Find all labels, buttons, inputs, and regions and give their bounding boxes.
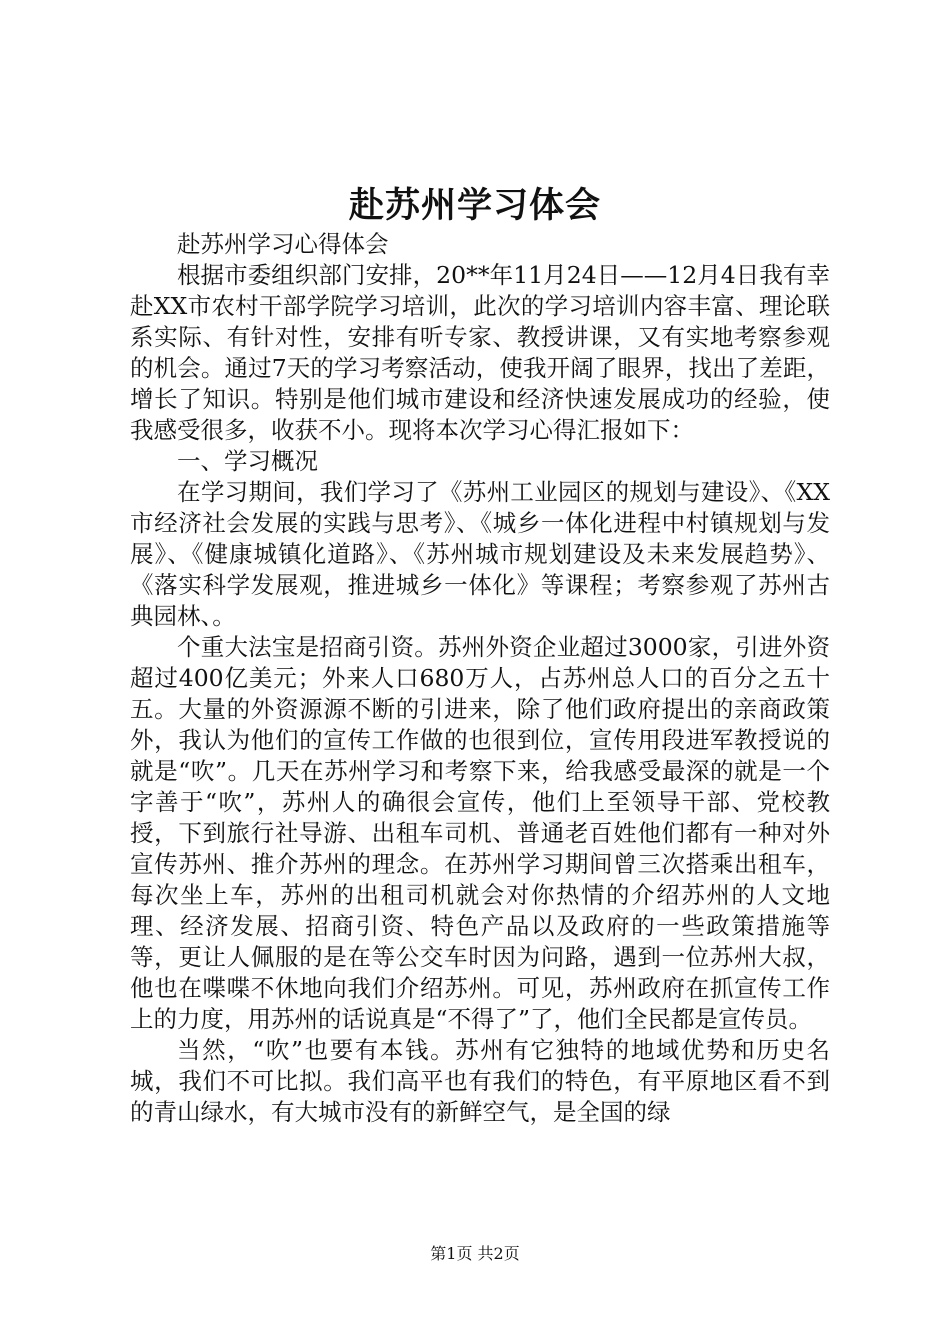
intro-paragraph: 根据市委组织部门安排，20**年11月24日——12月4日我有幸赴XX市农村干部学院学习培训，此次的学习培训内容丰富、理论联系实际、有针对性，安排有听专家、教授讲课，又有实地考察参观的机会。通过7天的学习考察活动，使我开阔了眼界，找出了差距，增长了知识。特别是他们城市建设和经济快速发展成功的经验，使我感受很多，收获不小。现将本次学习心得汇报如下：	[130, 261, 830, 444]
body-paragraph: 在学习期间，我们学习了《苏州工业园区的规划与建设》、《XX市经济社会发展的实践与思考》、《城乡一体化进程中村镇规划与发展》、《健康城镇化道路》、《苏州城市规划建设及未来发展趋势》、《落实科学发展观，推进城乡一体化》等课程；考察参观了苏州古典园林、。	[130, 478, 830, 630]
section-heading: 一、学习概况	[177, 447, 318, 475]
document-body	[130, 229, 830, 1128]
page-footer: 第1页 共2页	[430, 1244, 520, 1263]
body-paragraph: 个重大法宝是招商引资。苏州外资企业超过3000家，引进外资超过400亿美元；外来人口680万人，占苏州总人口的百分之五十五。大量的外资源源不断的引进来，除了他们政府提出的亲商政策外，我认为他们的宣传工作做的也很到位，宣传用段进军教授说的就是“吹”。几天在苏州学习和考察下来，给我感受最深的就是一个字善于“吹”，苏州人的确很会宣传，他们上至领导干部、党校教授，下到旅行社导游、出租车司机、普通老百姓他们都有一种对外宣传苏州、推介苏州的理念。在苏州学习期间曾三次搭乘出租车，每次坐上车，苏州的出租司机就会对你热情的介绍苏州的人文地理、经济发展、招商引资、特色产品以及政府的一些政策措施等等，更让人佩服的是在等公交车时因为问路，遇到一位苏州大叔，他也在喋喋不休地向我们介绍苏州。可见，苏州政府在抓宣传工作上的力度，用苏州的话说真是“不得了”了，他们全民都是宣传员。	[130, 633, 830, 1033]
body-paragraph: 当然，“吹”也要有本钱。苏州有它独特的地域优势和历史名城，我们不可比拟。我们高平也有我们的特色，有平原地区看不到的青山绿水，有大城市没有的新鲜空气，是全国的绿	[130, 1036, 830, 1126]
document-title: 赴苏州学习体会	[348, 185, 601, 226]
subtitle-paragraph: 赴苏州学习心得体会	[177, 230, 389, 258]
